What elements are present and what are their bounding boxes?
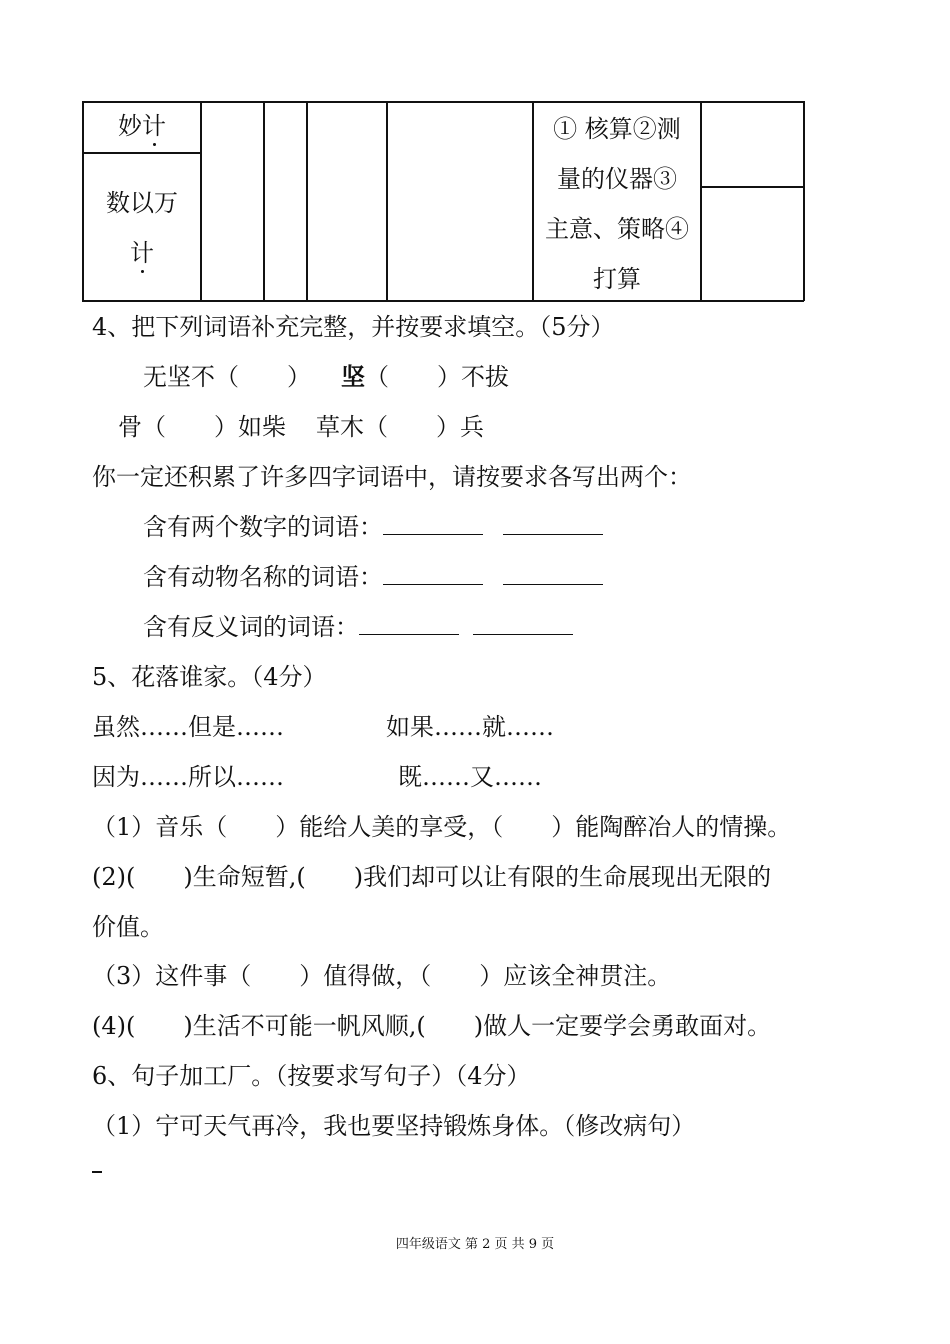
text-cursor (92, 1171, 102, 1173)
q4-idiom-2: 坚（ ）不拔 (341, 362, 509, 391)
q5-sentence-1: （1）音乐（ ）能给人美的享受，（ ）能陶醉冶人的情操。 (92, 813, 792, 841)
option-line: ① 核算②测 (553, 115, 681, 143)
q5-sentence-2: (2)( )生命短暂,( )我们却可以让有限的生命展现出无限的 (92, 863, 772, 891)
table-meaning-options (534, 104, 700, 304)
answer-blank[interactable] (359, 612, 459, 635)
answer-blank[interactable] (383, 562, 483, 585)
table-word-miaoji: 妙计 (118, 112, 166, 140)
q5-sentence-3: （3）这件事（ ）值得做，（ ）应该全神贯注。 (92, 962, 672, 990)
q5-title: 5、花落谁家。（4分） (92, 663, 327, 691)
q5-option-1: 虽然……但是…… (92, 713, 284, 741)
q6-sentence-1: （1）宁可天气再冷，我也要坚持锻炼身体。（修改病句） (92, 1112, 696, 1140)
q4-idiom-1: 无坚不（ ） (143, 363, 311, 391)
q5-sentence-4: (4)( )生活不可能一帆风顺,( )做人一定要学会勇敢面对。 (92, 1012, 772, 1040)
q6-title: 6、句子加工厂。（按要求写句子）（4分） (92, 1062, 531, 1090)
q4-prompt: 你一定还积累了许多四字词语中，请按要求各写出两个： (92, 463, 692, 491)
q4-idiom-3: 骨（ ）如柴 (118, 413, 286, 441)
answer-blank[interactable] (503, 512, 603, 535)
q4-ask-animals: 含有动物名称的词语： (143, 562, 603, 592)
q5-option-3: 因为……所以…… (92, 763, 284, 791)
answer-blank[interactable] (383, 512, 483, 535)
q5-option-4: 既……又…… (398, 763, 542, 791)
option-line: 打算 (593, 265, 641, 293)
q4-ask-antonyms: 含有反义词的词语： (143, 612, 573, 642)
option-line: 主意、策略④ (545, 215, 689, 243)
dotted-char: 计 (142, 112, 166, 140)
q4-title: 4、把下列词语补充完整，并按要求填空。（5分） (92, 313, 615, 341)
option-line: 量的仪器③ (557, 165, 677, 193)
answer-blank[interactable] (503, 562, 603, 585)
q4-ask-numbers: 含有两个数字的词语： (143, 512, 603, 542)
table-word-shuyiwanji: 数以万 计 (106, 189, 178, 267)
dotted-char: 计 (130, 239, 154, 267)
q4-idiom-4: 草木（ ）兵 (316, 413, 484, 441)
page-footer: 四年级语文 第 2 页 共 9 页 (395, 1237, 555, 1252)
answer-blank[interactable] (473, 612, 573, 635)
q5-sentence-2-cont: 价值。 (92, 913, 164, 941)
q5-option-2: 如果……就…… (386, 713, 554, 741)
